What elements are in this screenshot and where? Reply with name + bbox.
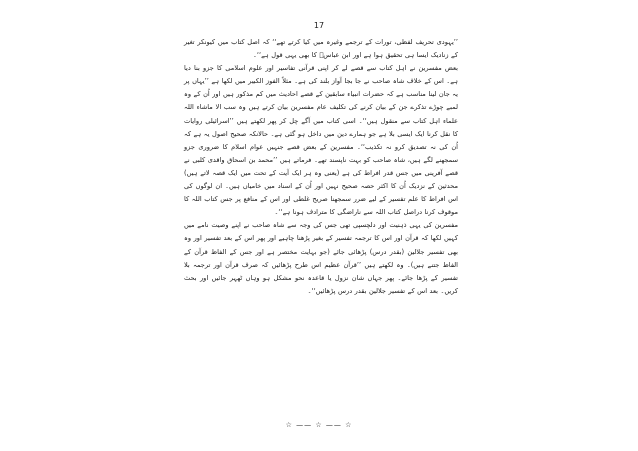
section-end-ornament: ☆ —— ☆ —— ☆: [285, 421, 353, 429]
page-number: 17: [313, 21, 325, 30]
body-text: [184, 36, 458, 298]
paragraph: بعض مفسرین نے اہل کتاب سے قصے لے کر اپنی قرآنی تفاسیر اور علوم اسلامی کا جزو بنا دیا ہے۔ اس کے خلاف شاہ صاحب نے جا بجا آواز بلند کی ہے۔ مثلاً الفوز الکبیر میں لکھا ہے ’’یہاں پر یہ جان لینا مناسب ہے کہ حضرات انبیاء سابقین کے قصے احادیث میں کم مذکور ہیں اور اُن کے وہ لمبے چوڑے تذکرے جن کے بیان کرنے کی تکلیف عام مفسرین بیان کرتے ہیں وہ سب الا ماشاء اللہ علماء اہل کتاب سے منقول ہیں‘‘۔ اسی کتاب میں آگے چل کر پھر لکھتے ہیں ’’اسرائیلی روایات کا نقل کرنا ایک ایسی بلا ہے جو ہمارے دین میں داخل ہو گئی ہے۔ حالانکہ صحیح اصول یہ ہے کہ اُن کی نہ تصدیق کرو نہ تکذیب‘‘۔ مفسرین کے بعض قصے جنہیں عوام اسلام کا ضروری جزو سمجھنے لگے ہیں، شاہ صاحب کو بہت ناپسند تھے۔ فرماتے ہیں ’’محمد بن اسحاق واقدی کلبی نے قصے آفرینی میں جس قدر افراط کی ہے (یعنی وہ ہر ایک آیت کے تحت میں ایک قصہ لاتے ہیں) محدثین کے نزدیک اُن کا اکثر حصہ صحیح نہیں اور اُن کے اسناد میں خامیاں ہیں۔ ان لوگوں کی اس افراط کا علم تفسیر کے لیے ضرر سمجھنا صریح غلطی اور اس کے منافع پر جس کتاب اللہ کا موقوف کرنا دراصل کتاب اللہ سے ناراضگی کا مترادف ہونا ہے‘‘۔: [184, 64, 458, 217]
paragraph: ’’یہودی تحریف لفظی، تورات کے ترجمے وغیرہ میں کیا کرتے تھے‘‘ کہ اصل کتاب میں کیونکر تغیر کے زنادیک ایسا ہی تحقیق ہوا ہے اور ابن عباسؓ کا بھی یہی قول ہے‘‘۔: [184, 38, 458, 60]
paragraph: مفسرین کی یہی ذہنیت اور دلچسپی تھی جس کی وجہ سے شاہ صاحب نے اپنے وصیت نامے میں کہیں لکھا کہ قرآن اور اس کا ترجمہ تفسیر کے بغیر پڑھنا چاہیے اور پھر اس کے بعد تفسیر اور وہ بھی تفسیر جلالین (بقدر درس) پڑھائی جائے (جو بہایت مختصر ہے اور جس کے الفاظ قرآن کے الفاظ جتنے ہیں)۔ وہ لکھتے ہیں ’’قرآن عظیم اس طرح پڑھائیں کہ صرف قرآن اور ترجمہ بلا تفسیر کے پڑھا جائے۔ پھر جہاں شان نزول یا قاعدہ نحو مشکل ہو وہاں ٹھہر جائیں اور بحث کریں۔ بعد اس کے تفسیر جلالین بقدر درس پڑھائیں‘‘۔: [184, 221, 458, 295]
